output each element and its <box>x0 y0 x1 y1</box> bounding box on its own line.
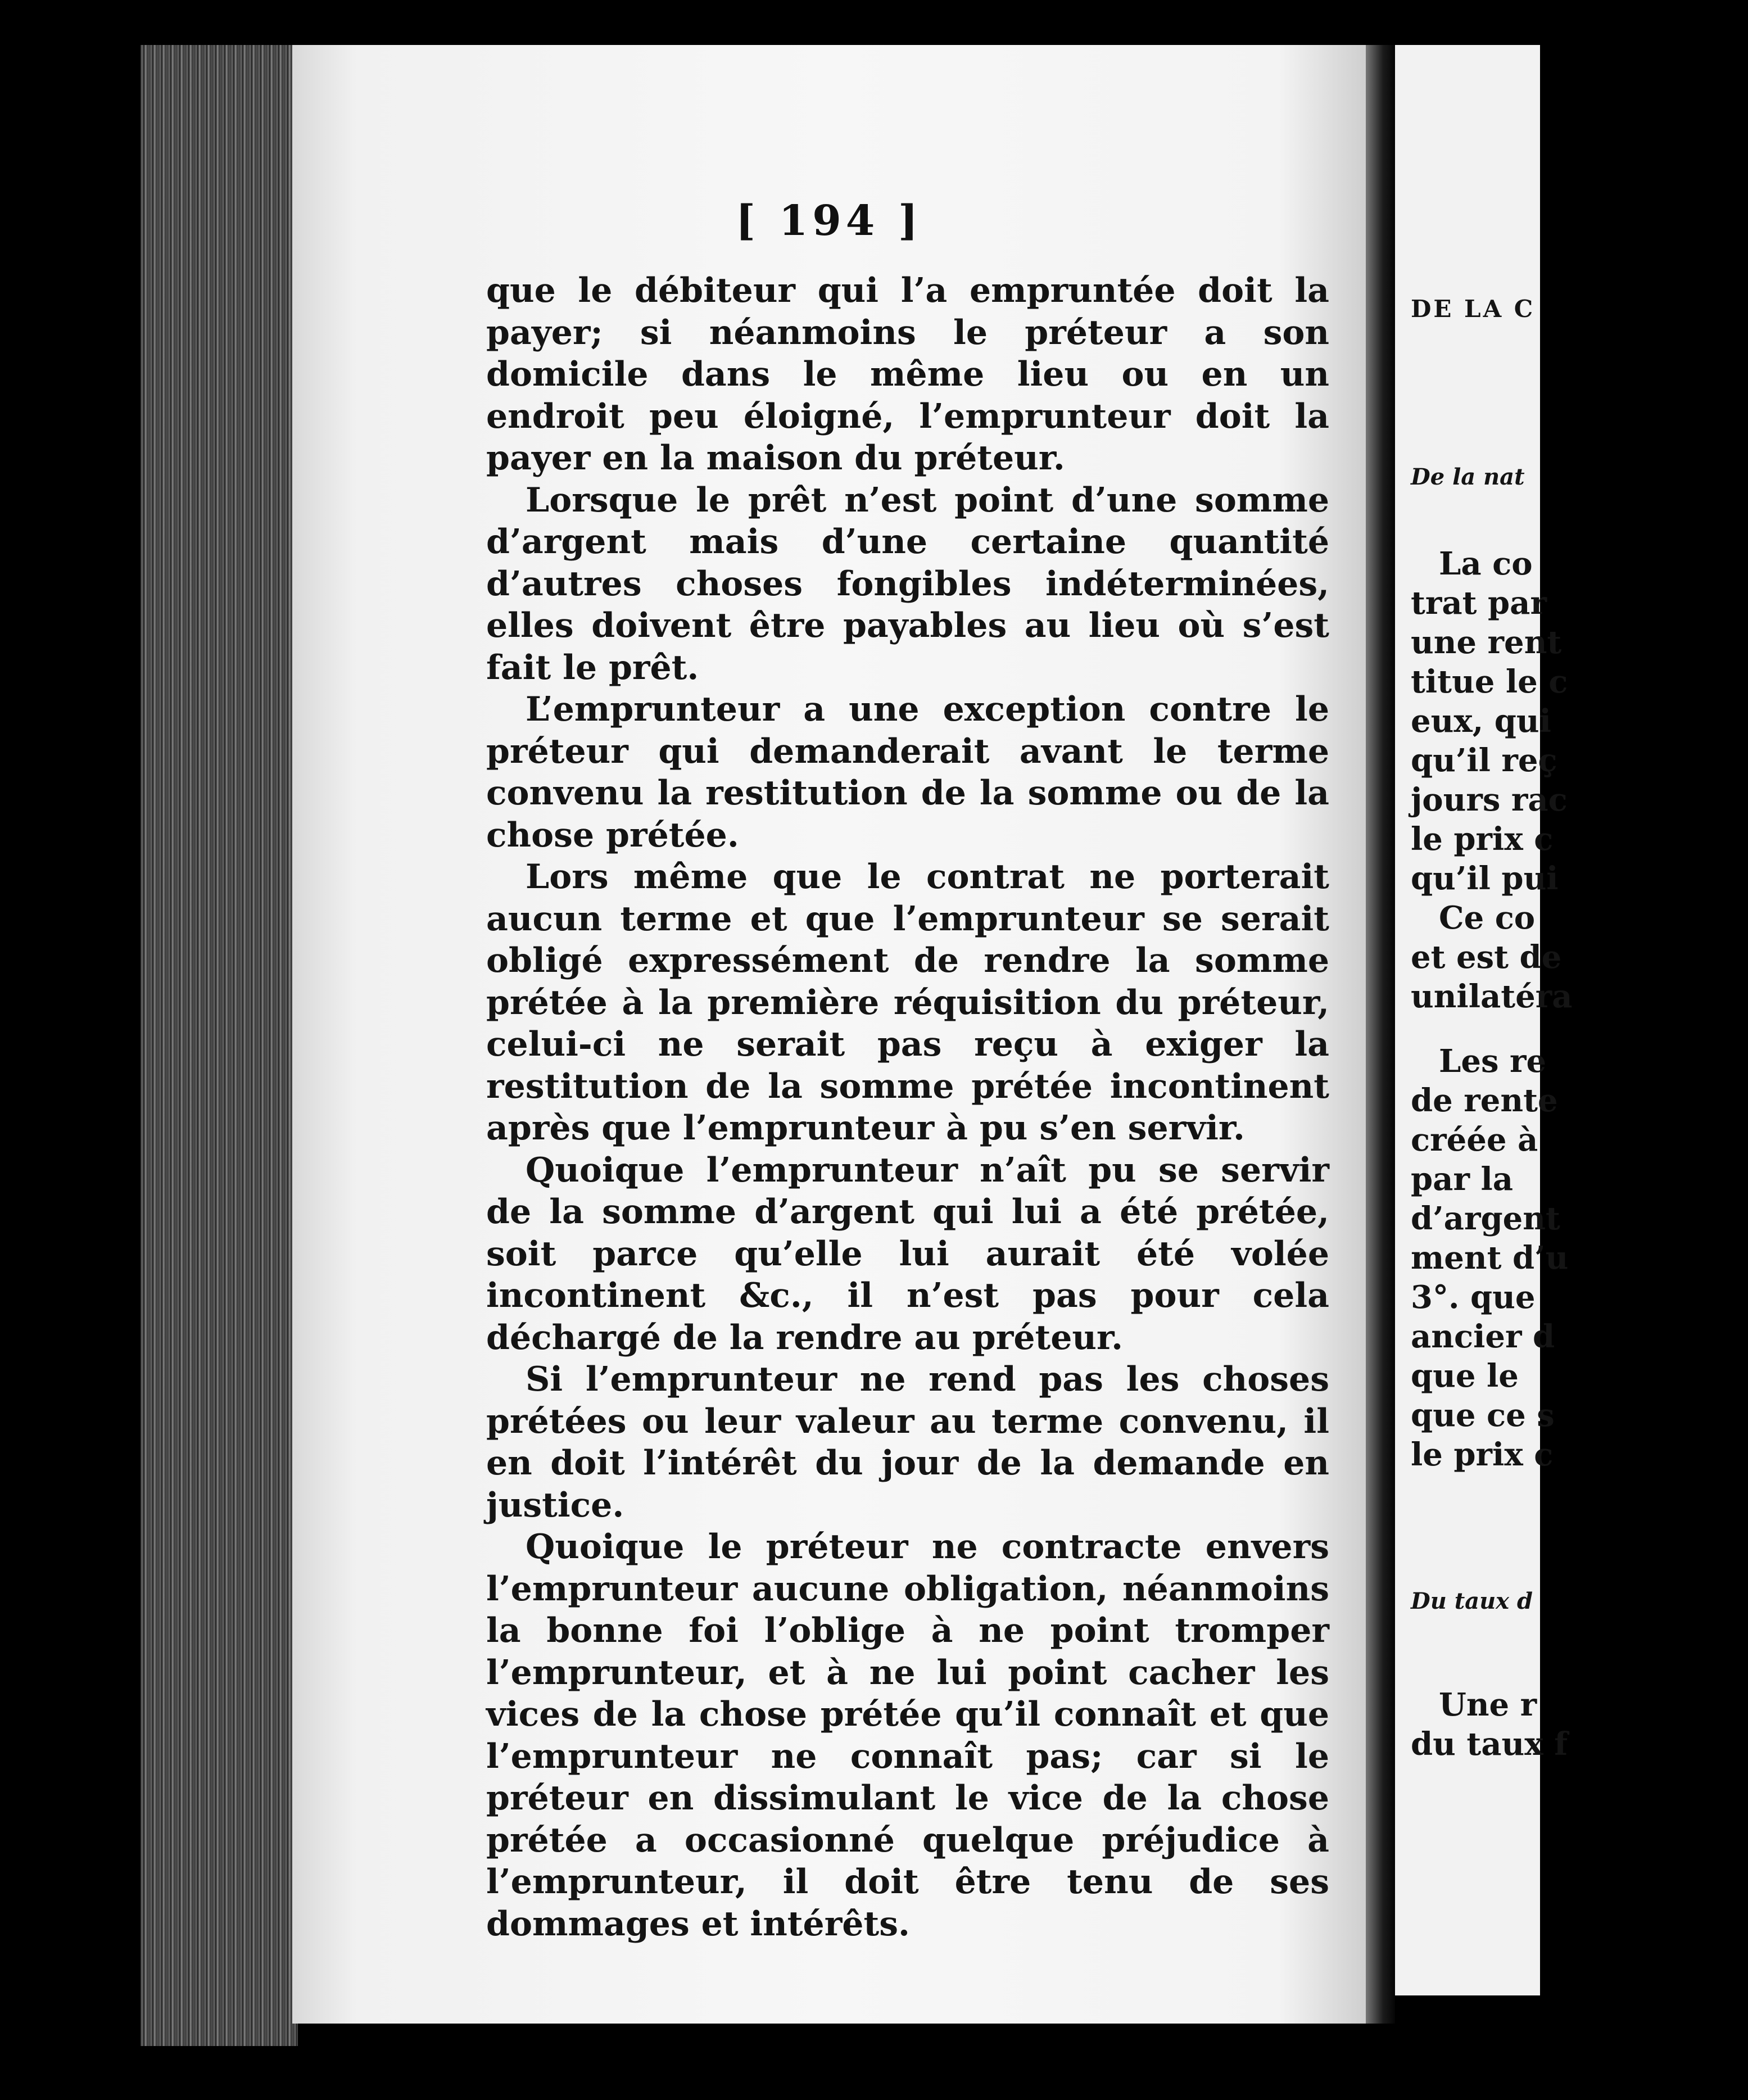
page-number: [ 194 ] <box>735 197 923 245</box>
right-line: Une r <box>1439 1686 1537 1723</box>
right-running-head: DE LA C <box>1411 295 1536 323</box>
right-line: trat par <box>1411 585 1547 622</box>
right-line: unilatéra <box>1411 978 1573 1015</box>
right-line: une rent <box>1411 624 1562 661</box>
right-section-heading: De la nat <box>1411 464 1525 490</box>
paragraph-6: Si l’emprunteur ne rend pas les choses prétées ou leur valeur au terme convenu, il en doit l’intérêt du jour de la demande en justice. <box>486 1360 1329 1525</box>
paragraph-2: Lorsque le prêt n’est point d’une somme d’argent mais d’une certaine quantité d’autres choses fongibles indéterminées, elles doivent être payables au lieu où s’est fait le prêt. <box>486 480 1329 687</box>
right-line: de rente <box>1411 1082 1558 1119</box>
right-line: titue le c <box>1411 663 1568 700</box>
paragraph-3: L’emprunteur a une exception contre le préteur qui demanderait avant le terme convenu la restitution de la somme ou de la chose prétée. <box>486 690 1329 855</box>
book-gutter <box>1366 45 1395 2024</box>
paragraph-4: Lors même que le contrat ne porterait aucun terme et que l’emprunteur se serait obligé expressément de rendre la somme prétée à la première réquisition du préteur, celui-ci ne serait pas reçu à exiger la restitution de la somme prétée incontinent après que l’emprunteur à pu s’en servir. <box>486 857 1329 1148</box>
right-line: que le <box>1411 1357 1519 1395</box>
left-page <box>292 45 1366 2024</box>
right-line: du taux f <box>1411 1726 1568 1763</box>
right-line: ancier d <box>1411 1318 1555 1355</box>
right-line: qu’il reç <box>1411 742 1557 779</box>
right-line: jours rac <box>1411 781 1568 818</box>
right-section-heading: Du taux d <box>1411 1588 1533 1614</box>
right-line: d’argent <box>1411 1200 1560 1237</box>
right-page <box>1395 45 1573 1995</box>
right-line: le prix c <box>1411 1436 1554 1473</box>
paragraph-7: Quoique le préteur ne contracte envers l’emprunteur aucune obligation, néanmoins la bonne foi l’oblige à ne point tromper l’emprunteur, et à ne lui point cacher les vices de la chose prétée qu’il connaît et que l’emprunteur ne connaît pas; car si le préteur en dissimulant le vice de la chose prétée a occasionné quelque préjudice à l’emprunteur, il doit être tenu de ses dommages et intérêts. <box>486 1527 1329 1944</box>
book-page-edges <box>141 45 298 2046</box>
right-line: Les re <box>1439 1043 1547 1080</box>
right-line: ment d’u <box>1411 1239 1569 1277</box>
paragraph-1: que le débiteur qui l’a empruntée doit la payer; si néanmoins le préteur a son domicile dans le même lieu ou en un endroit peu éloigné, l’emprunteur doit la payer en la maison du préteur. <box>486 271 1329 478</box>
right-line: créée à <box>1411 1121 1538 1158</box>
right-line: La co <box>1439 545 1533 582</box>
right-line: 3°. que <box>1411 1279 1536 1316</box>
right-line: Ce co <box>1439 899 1536 936</box>
body-text <box>486 270 1329 1945</box>
right-line: que ce s <box>1411 1397 1555 1434</box>
right-line: et est de <box>1411 939 1562 976</box>
right-line: qu’il pui <box>1411 860 1559 897</box>
right-line: le prix c <box>1411 821 1554 858</box>
paragraph-5: Quoique l’emprunteur n’aît pu se servir de la somme d’argent qui lui a été prétée, soit parce qu’elle lui aurait été volée incontinent &c., il n’est pas pour cela déchargé de la rendre au préteur. <box>486 1150 1329 1357</box>
right-line: par la <box>1411 1161 1513 1198</box>
right-line: eux, qui <box>1411 703 1551 740</box>
